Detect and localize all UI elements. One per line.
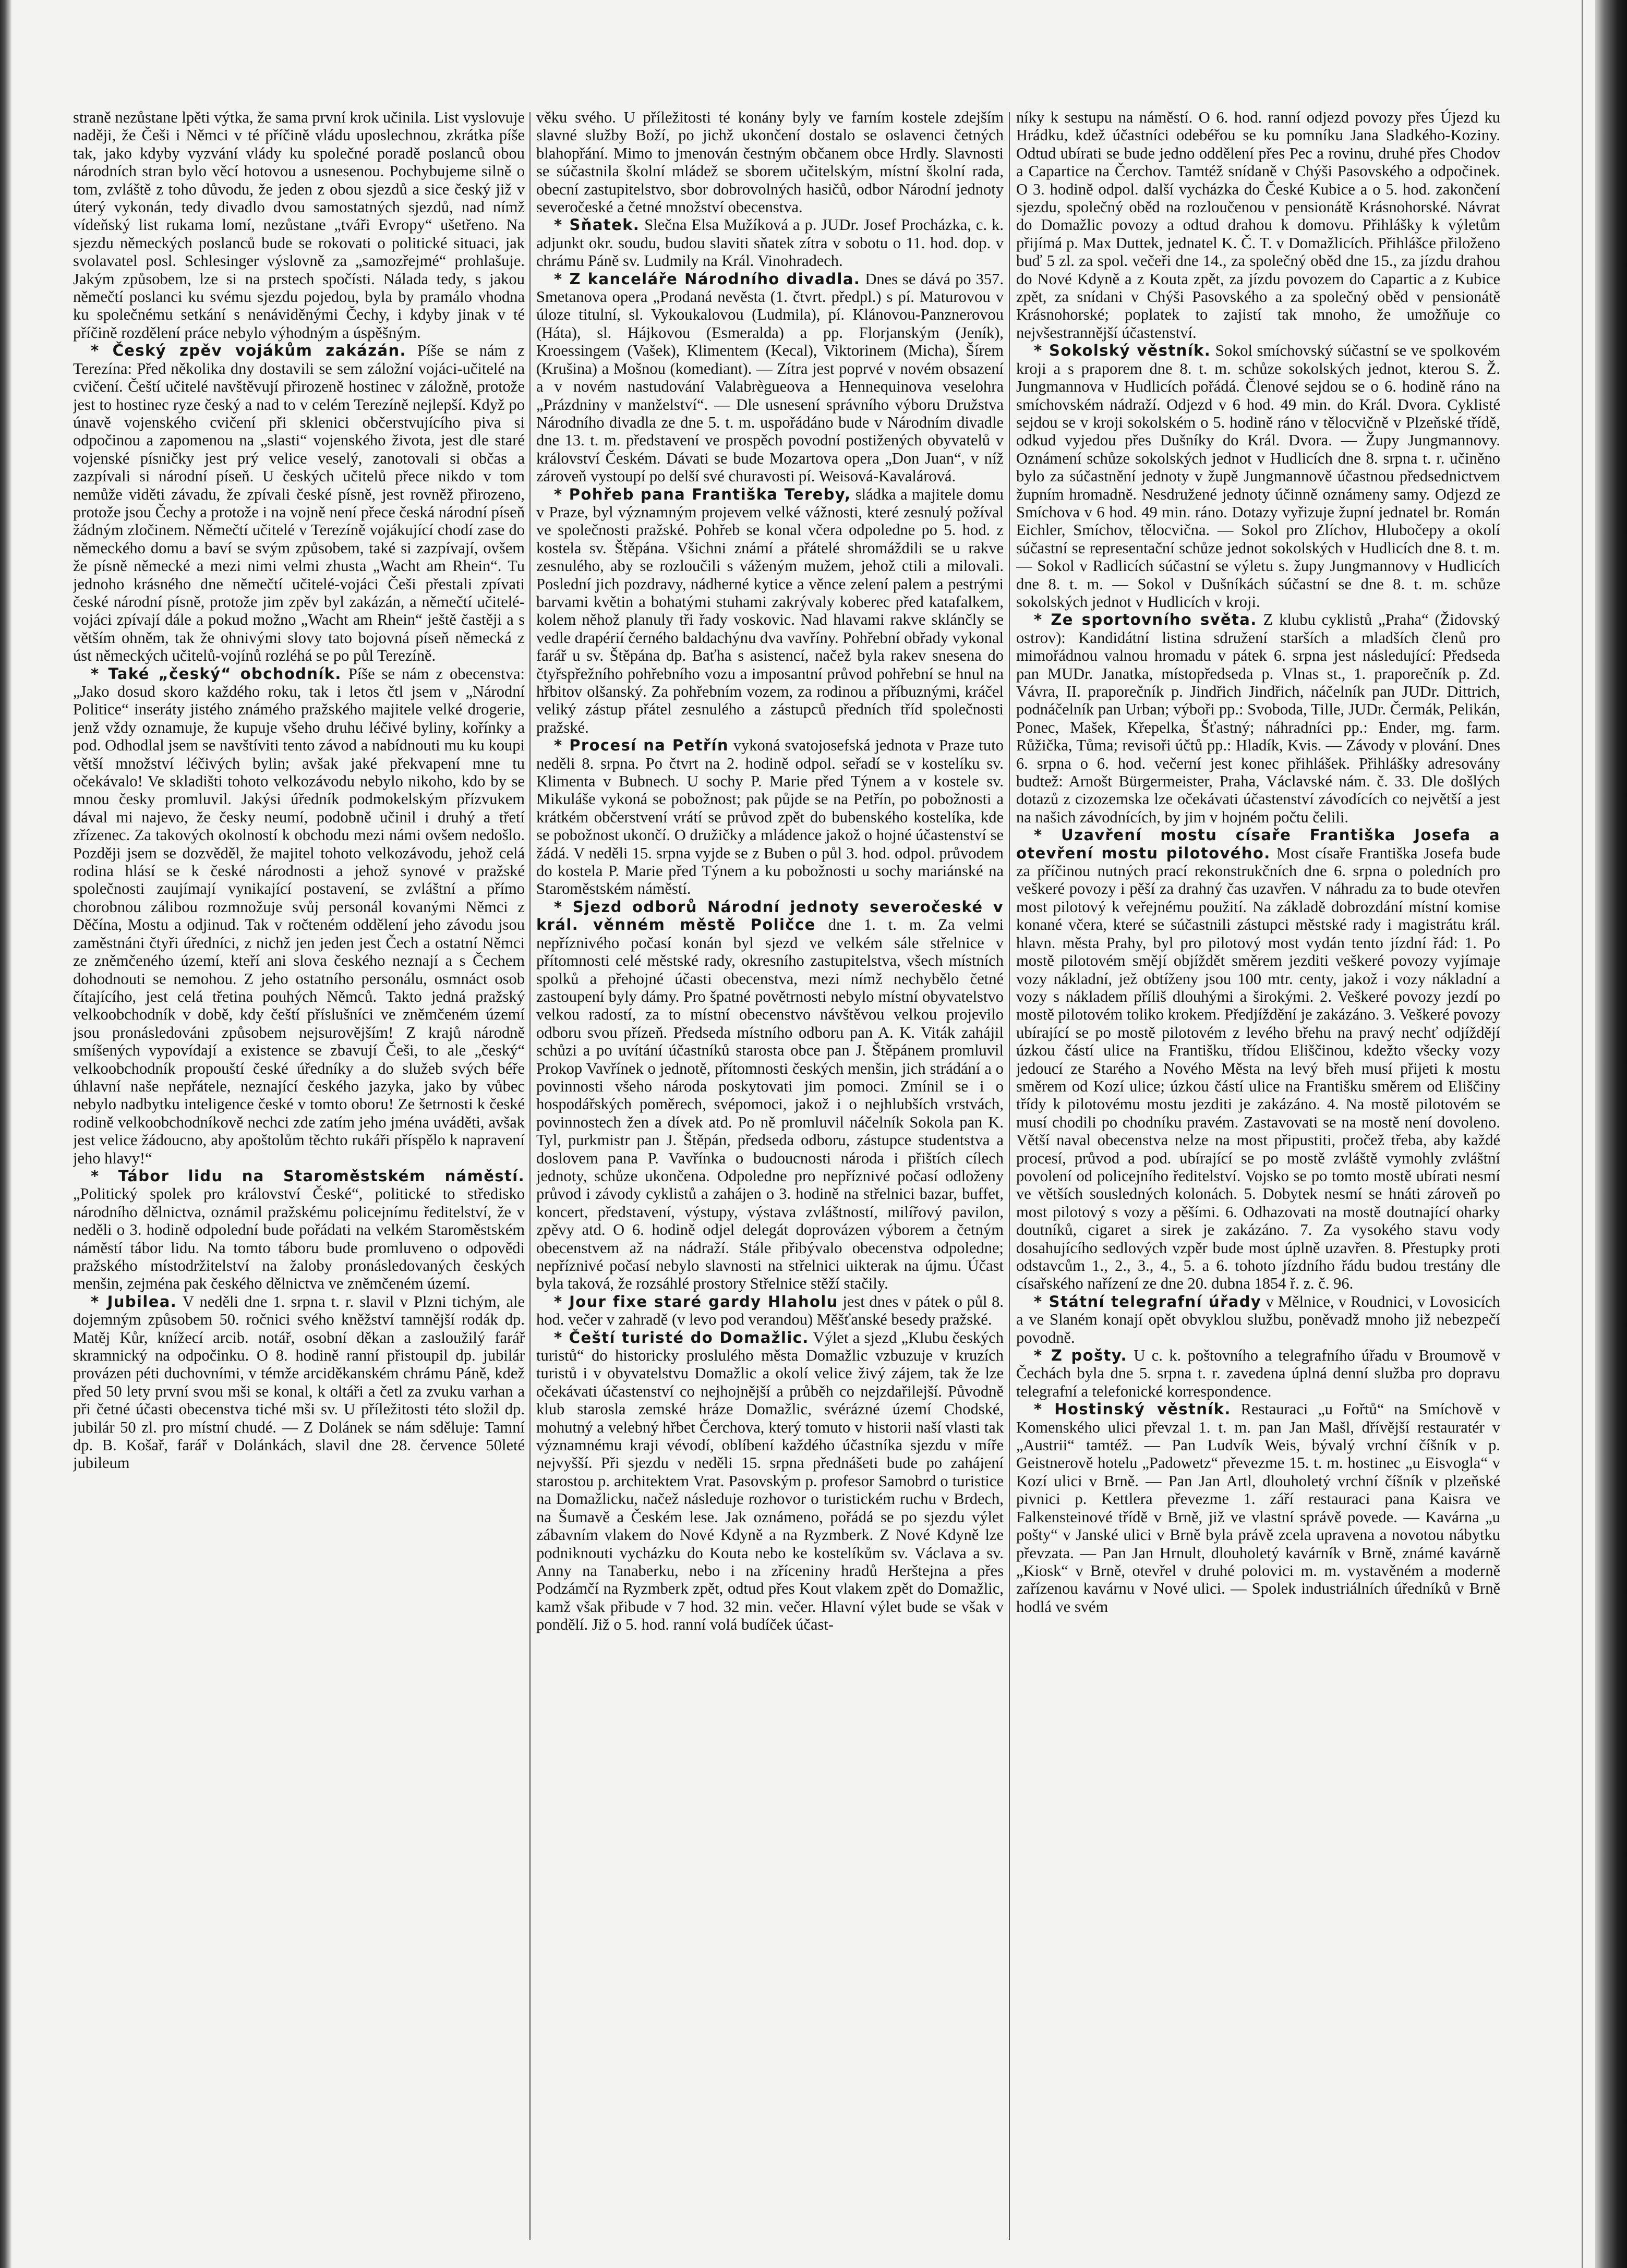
article-text: jest dnes v pátek o půl 8. hod. večer v zahradě (v levo pod verandou) Měšťanské besedy pražské. (536, 1292, 1004, 1329)
article-continuation (536, 108, 1004, 216)
article (1016, 342, 1500, 611)
article-heading: * Procesí na Petřín (554, 736, 729, 755)
article-text: Výlet a sjezd „Klubu českých turistů“ do historicky proslulého města Domažlic vzbuzuje v kruzích turistů i v obyvatelstvu Domažlic a okolí velice živý zájem, tak že lze očekávati účastenství co nejhojnější a průběh co nejzdařilejší. Původně klub starosla zemské hráze Domažlic, svérázné území Chodské, mohutný a velebný hřbet Čerchova, který tomuto v historii naší vlasti tak významnému kraji vévodí, oblíbení každého účastníka sjezdu v míře nejvyšší. Při sjezdu v neděli 15. srpna přednášeti bude po zahájení starostou p. architektem Vrat. Pasovským p. profesor Samobrd o turistice na Domažlicku, načež následuje rozhovor o turistickém ruchu v Brdech, na Šumavě a Českém lese. Jak oznámeno, pořádá se po sjezdu výlet zábavním vlakem do Nové Kdyně a na Ryzmberk. Z Nové Kdyně lze podniknouti vycházku do Kouta nebo ke kostelíkům sv. Václava a sv. Anny na Tanaberku, nebo i na zříceniny hradů Herštejna a přes Podzámčí na Ryzmberk zpět, odtud přes Kout vlakem zpět do Domažlic, kamž však přibude v 7 hod. 32 min. večer. Hlavní výlet bude se však v pondělí. Již o 5. hod. ranní volá budíček účast- (536, 1328, 1004, 1634)
article-text: Píše se nám z obecenstva: „Jako dosud skoro každého roku, tak i letos čtl jsem v „Národní Politice“ inseráty jistého známého pražského majitele velké drogerie, jenž vždy oznamuje, že kupuje všeho druhu léčivé byliny, kořínky a pod. Odhodlal jsem se navštíviti tento závod a nabídnouti mu ku koupi větší množství léčivých bylin; avšak jaké překvapení mne tu očekávalo! Ve skladišti tohoto velkozávodu nebylo nikoho, kdo by se mnou česky promluvil. Jakýsi úředník podmokelským přízvukem dával mi najevo, že česky neumí, podobně učinil i druhý a třetí zřízenec. Za takových okolností k obchodu mezi námi ovšem nedošlo. Později jsem se dozvěděl, že majitel tohoto velkozávodu, jehož celá rodina hlásí se k české národnosti a jehož synové v pražské společnosti zaujímají vynikající postavení, se zvláštní a přímo chorobnou zálibou rozmnožuje svůj personál kovanými Němci z Děčína, Mostu a odjinud. Tak v ročteném oddělení jeho závodu jsou zaměstnáni čtyři úředníci, z nichž jen jeden jest Čech a ostatní Němci ze zněmčeného území, kteří ani slova českého neznají a s Čechem dohodnouti se nemohou. Z jeho ostatního personálu, osmnáct osob čítajícího, jest celá třetina pouhých Němců. Takto jedná pražský velkoobchodník v době, kdy čeští příslušníci ve zněmčeném území jsou pronásledováni způsobem nejsurovějším! Z krajů národně smíšených vypovídají a existence se zbavují Češi, to ale „český“ velkoobchodník propouští české úředníky a do služeb svých béře úhlavní naše nepřátele, neznající českého jazyka, jako by vůbec nebylo nadbytku inteligence české v tomto oboru! Ze šetrnosti k české rodině velkoobchodníkově nechci zde zatím jeho jména uváděti, avšak jest velice žádoucno, aby apoštolům těchto rukáři příspělo k napravení jeho hlavy!“ (73, 664, 525, 1167)
article-text: U c. k. poštovního a telegrafního úřadu v Broumově v Čechách byla dne 5. srpna t. r. zavedena úplná denní služba pro dopravu telegrafní a telefonické korrespondence. (1016, 1347, 1500, 1400)
article-text: „Politický spolek pro království České“, politické to středisko národního dělnictva, oznámil pražskému policejnímu ředitelství, že v neděli o 3. hodině odpolední bude pořádati na velkém Staroměstském náměstí tábor lidu. Na tomto táboru bude promluveno o odpovědi pražského místodržitelství na žaloby pronásledovaných českých menšin, zejména pak českého dělnictva ve zněmčeném území. (73, 1185, 525, 1293)
article (1016, 611, 1500, 826)
scan-right-line (1582, 0, 1583, 2268)
scan-right-edge (1595, 0, 1627, 2268)
article-heading: * Hostinský věstník. (1034, 1400, 1231, 1418)
article (536, 898, 1004, 1293)
article-text: níky k sestupu na náměstí. O 6. hod. ranní odjezd povozy přes Újezd ku Hrádku, kdež účastníci odebéřou se ku pomníku Jana Sladkého-Koziny. Odtud ubírati se bude jedno oddělení přes Pec a rovinu, druhé přes Chodov a Capartice na Čerchov. Tamtéž snídaně v Chýši Pasovského a odpočinek. O 3. hodině odpol. další vycházka do České Kubice a o 5. hod. zakončení sjezdu, společný oběd na rozloučenou v pensionátě Krásnohorské. Návrat do Domažlic povozy a odtud drahou k domovu. Přihlášky k výletům přijímá p. Max Duttek, jednatel K. Č. T. v Domažlicích. Přihlášce přiloženo buď 5 zl. za spol. večeři dne 14., za společný oběd dne 15., za jízdu drahou do Nové Kdyně a z Kouta zpět, za jízdu povozem do Capartic a z Kubice zpět, za snídani v Chýši Pasovského a za společný oběd v pensionátě Krásnohorské; poplatek to zajistí tak mnoho, že umožňuje co nejvšestrannější účastenství. (1016, 108, 1500, 342)
article-heading: * Ze sportovního světa. (1034, 611, 1257, 629)
article-text: sládka a majitele domu v Praze, byl významným projevem velké vážnosti, které zesnulý požíval ve společnosti pražské. Pohřeb se konal včera odpoledne po 5. hod. z kostela sv. Štěpána. Všichni známí a přátelé shromáždili se u rakve zesnulého, aby se rozloučili s váženým mužem, jehož ctili a milovali. Poslední jich pozdravy, nádherné kytice a věnce zelení palem a pestrými barvami květin a bohatými stuhami zakrývaly koberec před katafalkem, kolem něhož planuly tři řady voskovic. Nad hlavami rakve sklánčly se vedle drapérií černého baldachýnu dva vavříny. Pohřební obřady vykonal farář u sv. Štěpána dp. Baťha s asistencí, načež byla rakev snesena do čtyřspřežního pohřebního vozu a imposantní průvod pohřební se hnul na hřbitov olšanský. Za pohřebním vozem, za rodinou a příbuznými, kráčel veliký zástup přátel zesnulého a zástupců předních tříd společnosti pražské. (536, 485, 1004, 736)
article-text: v Mělnice, v Roudnici, v Lovosicích a ve Slaném konají opět obvyklou službu, poněvadž mnoho již nebezpečí povodně. (1016, 1292, 1500, 1347)
column-2 (536, 108, 1004, 2241)
article (73, 1167, 525, 1293)
article-heading: * Uzavření mostu císaře Františka Josefa a otevření mostu pilotového. (1016, 826, 1500, 862)
column-1 (73, 108, 525, 2241)
article-heading: * Státní telegrafní úřady (1034, 1292, 1262, 1311)
article-heading: * Také „český“ obchodník. (91, 664, 342, 683)
article (73, 342, 525, 664)
article (536, 270, 1004, 486)
article-text: Restauraci „u Fořtů“ na Smíchově v Komenského ulici převzal 1. t. m. pan Jan Mašl, dřívější restauratér v „Austrii“ tamtéž. — Pan Ludvík Weis, bývalý vrchní číšník v p. Geistnerově hotelu „Padowetz“ převezme 15. t. m. hostinec „u Eisvogla“ v Kozí ulici v Brně. — Pan Jan Artl, dlouholetý vrchní číšník v plzeňské pivnici p. Kettlera převezme 1. září restauraci pana Kaisra ve Falkensteinové třídě v Brně, již ve vlastní správě povede. — Kavárna „u pošty“ v Janské ulici v Brně byla právě zcela upravena a novotou nábytku převzata. — Pan Jan Hrnult, dlouholetý kavárník v Brně, známé kavárně „Kiosk“ v Brně, otevřel v druhé polovici m. m. vystavěném a moderně zařízenou kavárnu v Nové ulici. — Spolek industriálních úředníků v Brně hodlá ve svém (1016, 1400, 1500, 1616)
article-heading: * Jour fixe staré gardy Hlaholu (554, 1292, 838, 1311)
article (536, 216, 1004, 270)
article (1016, 1293, 1500, 1347)
article-continuation (1016, 108, 1500, 342)
column-3 (1016, 108, 1500, 2241)
article-continuation (73, 108, 525, 342)
article (1016, 1347, 1500, 1400)
article-text: straně nezůstane lpěti výtka, že sama první krok učinila. List vyslovuje naději, že Češi i Němci v té příčině vládu uposlechnou, zkrátka píše tak, jako kdyby vyzvání vlády ku společné poradě poslanců obou národních stran bylo věcí hotovou a usnesenou. Pochybujeme silně o tom, zvláště z toho důvodu, že jeden z obou sjezdů a sice český již v úterý vykonán, tedy divadlo dvou samostatných sjezdů, nad nímž vídeňský list rukama lomí, nezůstane „tváři Evropy“ ušetřeno. Na sjezdu německých poslanců bude se rokovati o politické situaci, jak svolavatel posl. Schlesinger výslovně za „samozřejmé“ prohlašuje. Jakým způsobem, lze si na prstech spočísti. Nálada tedy, s jakou němečtí poslanci ku svému sjezdu pojedou, byla by pramálo vhodna ku společnému setkání s nenáviděnými Čechy, i kdyby jinak v té příčině rozdělení práce nebylo výhodným a úspěšným. (73, 108, 525, 342)
article-text: Slečna Elsa Mužíková a p. JUDr. Josef Procházka, c. k. adjunkt okr. soudu, budou slaviti sňatek zítra v sobotu o 11. hod. dop. v chrámu Páně sv. Ludmily na Král. Vinohradech. (536, 216, 1004, 270)
article-text: Dnes se dává po 357. Smetanova opera „Prodaná nevěsta (1. čtvrt. předpl.) s pí. Maturovou v úloze titulní, sl. Vykoukalovou (Ludmila), pí. Klánovou-Panznerovou (Háta), sl. Hájkovou (Esmeralda) a pp. Florjanským (Jeník), Kroessingem (Vašek), Klimentem (Kecal), Viktorinem (Micha), Šírem (Krušina) a Mošnou (komediant). — Zítra jest poprvé v novém obsazení a v novém nastudování Valabrègueova a Hennequinova veselohra „Prázdniny v manželství“. — Dle usnesení správního výboru Družstva Národního divadla ze dne 5. t. m. uspořádáno bude v Národním divadle dne 13. t. m. představení ve prospěch povodní postižených obyvatelů v království Českém. Dávati se bude Mozartova opera „Don Juan“, v níž zároveň vystoupí po delší své churavosti pí. Weisová-Kavalárová. (536, 270, 1004, 486)
article-heading: * Pohřeb pana Františka Tereby, (554, 485, 851, 503)
article-text: Z klubu cyklistů „Praha“ (Židovský ostrov): Kandidátní listina sdružení starších a mladších členů pro mimořádnou valnou hromadu v pátek 6. srpna jest následující: Předseda pan MUDr. Janatka, místopředseda p. Vlnas st., 1. praporečník p. Zd. Vávra, II. praporečník p. Jindřich Jindřich, náčelník pan JUDr. Dittrich, podnáčelník pan Urban; výboři pp.: Svoboda, Tille, JUDr. Čermák, Pelikán, Ponec, Mašek, Křepelka, Šťastný; náhradníci pp.: Ender, mg. farm. Růžička, Tůma; revisoři účtů pp.: Hladík, Kvis. — Závody v plování. Dnes 6. srpna o 6. hod. večerní jest konec přihlášek. Přihlášky adresovány budtež: Arnošt Bürgermeister, Praha, Václavské nám. č. 33. Dle došlých dotazů z cizozemska lze očekávati účastenství závodících co největší a jest na našich závodnících, by jim v hojném počtu čelili. (1016, 611, 1500, 826)
article-text: Sokol smíchovský súčastní se ve spolkovém kroji a s praporem dne 8. t. m. schůze sokolských jednot, kterou S. Ž. Jungmannova v Hudlicích pořádá. Členové sejdou se o 6. hodině ráno na smíchovském nádraží. Odjezd v 6 hod. 49 min. do Král. Dvora. Cyklisté sejdou se v kroji sokolském o 5. hodině ráno v tělocvičně v Plzeňské třídě, odkud vyjedou přes Dušníky do Král. Dvora. — Župy Jungmannovy. Oznámení schůze sokolských jednot v Hudlicích dne 8. srpna t. r. učiněno bylo za súčastnění jednoty v župě Jungmannově účastnou předsednictvem župním hromadně. Nesdružené jednoty účinně oznámeny samy. Odjezd ze Smíchova v 6 hod. 49 min. ráno. Dotazy vyřizuje župní jednatel br. Román Eichler, Smíchov, tělocvična. — Sokol pro Zlíchov, Hlubočepy a okolí súčastní se representační schůze jednot sokolských v Hudlicích dne 8. t. m. — Sokol v Radlicích súčastní se výletu s. župy Jungmannovy v Hudlicích dne 8. t. m. — Sokol v Dušníkách súčastní se dne 8. t. m. schůze sokolských jednot v Hudlicích v kroji. (1016, 342, 1500, 611)
article (1016, 826, 1500, 1293)
article-text: V neděli dne 1. srpna t. r. slavil v Plzni tichým, ale dojemným způsobem 50. ročnici svého kněžství tamnější rodák dp. Matěj Kůr, knížecí arcib. notář, osobní děkan a zasloužilý farář skramnický na odpočinku. O 8. hodině ranní přistoupil dp. jubilár provázen péti duchovními, v témže arciděkanském chrámu Páně, kdež před 50 lety první svou mši se konal, k oltáři a četl za zvuku varhan a při četné účasti obecenstva tiché mši sv. U příležitosti této složil dp. jubilár 50 zl. pro místní chudé. — Z Dolánek se nám sděluje: Tamní dp. B. Košař, farář v Dolánkách, slavil dne 28. července 50leté jubileum (73, 1292, 525, 1472)
article (73, 665, 525, 1167)
article-heading: * Český zpěv vojákům zakázán. (91, 342, 406, 360)
article-heading: * Čeští turisté do Domažlic. (554, 1328, 809, 1347)
column-rule (1009, 112, 1010, 2240)
article-text: dne 1. t. m. Za velmi nepříznivého počasí konán byl sjezd ve velkém sále střelnice v přítomnosti celé městské rady, okresního zastupitelstva, všech místních spolků a přehojné účasti obecenstva, mezi nímž nechybělo četné zastoupení byly dámy. Pro špatné povětrnosti nebylo místní obyvatelstvo velkou radostí, za to místní obecenstvo návštěvou velkou projevilo odboru svou přízeň. Předseda místního odboru pan A. K. Viták zahájil schůzi a po uvítání účastníků starosta obce pan J. Štěpánem promluvil Prokop Vavřínek o jednotě, přítomnosti českých menšin, jich strádání a o povinnosti všeho národa poskytovati jim pomoci. Zmínil se i o hospodářských poměrech, svépomoci, jakož i o nejhlubších vrstvách, povinnostech žen a dívek atd. Po ně promluvil náčelník Sokola pan K. Tyl, purkmistr pan J. Štěpán, předseda odboru, zástupce studentstva a doslovem pana P. Vavřínka o budoucnosti národa i přištích cílech jednoty, schůze ukončena. Odpoledne pro nepříznivé počasí odloženy průvod i závody cyklistů a zahájen o 3. hodině na střelnici bazar, buffet, koncert, představení, výstupy, výstava zvláštností, milířový pavilon, zpěvy atd. O 6. hodině odjel delegát doprovázen výborem a četným obecenstvem až na nádraží. Stále přibývalo obecenstva odpoledne; nepříznivé počasí nebylo slavnosti na střelnici uikterak na újmu. Účast byla taková, že rozsáhlé prostory Střelnice stěží stačily. (536, 916, 1004, 1293)
scan-left-edge (0, 0, 11, 2268)
article (536, 736, 1004, 898)
article-text: Píše se nám z Terezína: Před několika dny dostavili se sem záložní vojáci-učitelé na cvičení. Čeští učitelé navštěvují přirozeně hostinec v záložně, protože jest to hostinec ryze český a nad to v celém Terezíně nejlepší. Když po únavě vojenského cvičení při sklenici občerstvujícího piva si odpočinou a zapomenou na „slasti“ vojenského života, jest dle staré vojenské písničky jest prý velice veselý, zanotovali si občas a zazpívali si národní píseň. U českých učitelů přece nikdo v tom nemůže viděti závadu, že zpívali české písně, jest rovněž přirozeno, protože jsou Čechy a protože i na vojně není přece česká národní píseň žádným zločinem. Němečtí učitelé v Terezíně vojákující chodí zase do německého domu a baví se svým způsobem, také si zazpívají, ovšem že písně německé a mezi nimi velmi zhusta „Wacht am Rhein“. Tu jednoho krásného dne němečtí učitelé-vojáci Češi přestali zpívati české národní písně, protože jim zpěv byl zakázán, a němečtí učitelé-vojáci zpívají dále a pokud možno „Wacht am Rhein“ ještě častěji a s větším ohněm, tak že ohnivými slovy tato bojovná píseň německá z úst německých učitelů-vojínů rozléhá se po půl Terezíně. (73, 342, 525, 665)
article (536, 486, 1004, 737)
article-heading: * Jubilea. (91, 1292, 177, 1311)
article-heading: * Sjezd odborů Národní jednoty severočeské v král. věnném městě Poličce (536, 898, 1004, 934)
article (1016, 1400, 1500, 1616)
article-heading: * Tábor lidu na Staroměstském náměstí. (91, 1167, 525, 1185)
article (536, 1293, 1004, 1329)
article-text: věku svého. U příležitosti té konány byly ve farním kostele zdejším slavné služby Boží, po jichž ukončení dostalo se oslavenci četných blahopřání. Mimo to jmenován čestným občanem obce Hrdly. Slavnosti se súčastnila školní mládež se sborem učitelským, místní školní rada, obecní zastupitelstvo, sbor dobrovolných hasičů, odbor Národní jednoty severočeské a četné množství obecenstva. (536, 108, 1004, 216)
article-text: Most císaře Františka Josefa bude za příčinou nutných prací rekonstrukčních dne 6. srpna o poledních pro veškeré povozy i pěší za drahný čas uzavřen. V náhradu za to bude otevřen most pilotový k veřejnému použití. Na základě dobrozdání místní komise konané včera, které se súčastnili zástupci městské rady i magistrátu král. hlavn. města Prahy, byl pro pilotový most vydán tento jízdní řád: 1. Po mostě pilotovém smějí objíždět směrem jezditi veškeré povozy vyjímaje vozy nákladní, jež obtíženy jsou 100 mtr. centy, jakož i vozy nákladní a vozy s nákladem příliš dlouhými a širokými. 2. Veškeré povozy jezdí po mostě pilotovém toliko krokem. Předjíždění je zakázáno. 3. Veškeré povozy ubírající se po mostě pilotovém z levého břehu na pravý nechť odjíždějí úzkou částí ulice na Františku, třídou Eliščinou, kdežto všecky vozy jedoucí ze Starého a Nového Města na levý břeh musí přijeti k mostu směrem od Kozí ulice; úzkou částí ulice na Františku směrem od Eliščiny třídy k pilotovému mostu jezditi je zakázáno. 4. Na mostě pilotovém se musí chodili po chodníku pravém. Zastavovati se na mostě není dovoleno. Větší naval obecenstva nelze na most připustiti, pročež třeba, aby každé procesí, průvod a pod. ubírající se po mostě zvláště vymohly zvláštní povolení od policejního ředitelství. Vojsko se po tomto mostě ubírati nesmí ve větších sousledných kolonách. 5. Dobytek nesmí se hnáti zároveň po most pilotový s vozy a pěšími. 6. Odhazovati na mostě doutnající oharky doutníků, cigaret a sirek je zakázáno. 7. Za vysokého stavu vody dosahujícího sedlových vzpěr bude most úplně uzavřen. 8. Přestupky proti odstavcům 1., 2., 3., 4., 5. a 6. tohoto jízdního řádu budou trestány dle císařského nařízení ze dne 20. dubna 1854 ř. z. č. 96. (1016, 844, 1500, 1293)
article-heading: * Z kanceláře Národního divadla. (554, 270, 861, 288)
article-text: vykoná svatojosefská jednota v Praze tuto neděli 8. srpna. Po čtvrt na 2. hodině odpol. seřadí se v kostelíku sv. Klimenta v Bubnech. U sochy P. Marie před Týnem a v kostele sv. Mikuláše vykoná se pobožnost; pak půjde se na Petřín, po pobožnosti a krátkém občerstvení vrátí se průvod zpět do bubenského kostelíka, kde se pobožnost ukončí. O družičky a mládence jakož o hojné účastenství se žádá. V neděli 15. srpna vyjde se z Buben o půl 3. hod. odpol. průvodem do kostela P. Marie před Týnem a ku pobožnosti u sochy mariánské na Staroměstském náměstí. (536, 736, 1004, 898)
column-rule (529, 112, 531, 2240)
article (536, 1329, 1004, 1634)
article-heading: * Sňatek. (554, 216, 640, 234)
article (73, 1293, 525, 1472)
article-heading: * Sokolský věstník. (1034, 342, 1211, 360)
article-heading: * Z pošty. (1034, 1347, 1127, 1365)
